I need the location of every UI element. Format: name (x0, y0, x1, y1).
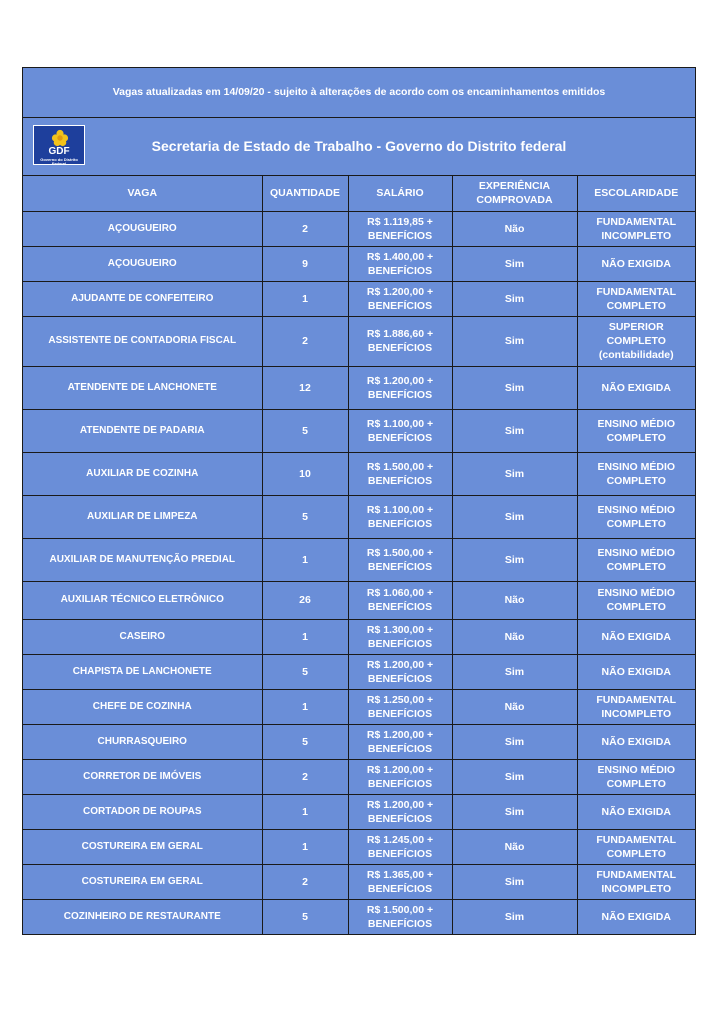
vaga-cell: ATENDENTE DE LANCHONETE (23, 366, 262, 409)
salario-line: BENEFÍCIOS (367, 431, 433, 444)
quantidade-cell: 2 (262, 211, 348, 246)
table-row (23, 619, 695, 654)
escolaridade-cell (577, 495, 695, 538)
escolaridade-cell (577, 724, 695, 759)
salario-cell (348, 211, 452, 246)
salario-cell (348, 794, 452, 829)
salario-line: BENEFÍCIOS (367, 560, 433, 573)
vaga-cell: ASSISTENTE DE CONTADORIA FISCAL (23, 316, 262, 366)
table-row (23, 366, 695, 409)
vaga-cell: CHEFE DE COZINHA (23, 689, 262, 724)
quantidade-cell: 2 (262, 759, 348, 794)
quantidade-cell: 12 (262, 366, 348, 409)
escolaridade-line: (contabilidade) (598, 349, 674, 361)
experiencia-cell: Sim (452, 794, 577, 829)
vaga-cell: AÇOUGUEIRO (23, 246, 262, 281)
salario-line: R$ 1.200,00 + (366, 285, 434, 298)
quantidade-cell: 5 (262, 409, 348, 452)
escolaridade-cell (577, 316, 695, 366)
experiencia-cell: Não (452, 689, 577, 724)
salario-cell (348, 654, 452, 689)
salario-cell (348, 581, 452, 619)
escolaridade-line: NÃO EXIGIDA (601, 805, 671, 818)
vaga-cell: AUXILIAR DE LIMPEZA (23, 495, 262, 538)
salario-line: BENEFÍCIOS (367, 637, 433, 650)
escolaridade-line: FUNDAMENTAL (596, 693, 677, 706)
experiencia-cell: Não (452, 581, 577, 619)
experiencia-cell: Sim (452, 366, 577, 409)
vaga-cell: CHURRASQUEIRO (23, 724, 262, 759)
salario-line: BENEFÍCIOS (367, 812, 433, 825)
salario-line: BENEFÍCIOS (367, 388, 433, 401)
salario-cell (348, 495, 452, 538)
escolaridade-cell (577, 538, 695, 581)
salario-line: R$ 1.500,00 + (366, 903, 434, 916)
logo-text: GDF (48, 146, 70, 157)
experiencia-cell: Não (452, 829, 577, 864)
salario-cell (348, 864, 452, 899)
salario-line: R$ 1.100,00 + (366, 417, 434, 430)
escolaridade-line: ENSINO MÉDIO (597, 587, 676, 599)
header-vaga: VAGA (23, 176, 262, 211)
vaga-cell: AUXILIAR TÉCNICO ELETRÔNICO (23, 581, 262, 619)
experiencia-cell: Não (452, 211, 577, 246)
quantidade-cell: 1 (262, 619, 348, 654)
escolaridade-line: ENSINO MÉDIO (597, 546, 676, 559)
vaga-cell: COSTUREIRA EM GERAL (23, 864, 262, 899)
escolaridade-line: FUNDAMENTAL (596, 215, 677, 228)
salario-cell (348, 724, 452, 759)
salario-line: BENEFÍCIOS (367, 264, 433, 277)
escolaridade-line: COMPLETO (606, 560, 666, 573)
experiencia-cell: Sim (452, 724, 577, 759)
vaga-cell: COZINHEIRO DE RESTAURANTE (23, 899, 262, 934)
vaga-cell: AÇOUGUEIRO (23, 211, 262, 246)
escolaridade-line: INCOMPLETO (601, 882, 672, 895)
page-title: Secretaria de Estado de Trabalho - Governo do Distrito federal (151, 138, 567, 154)
vaga-cell: CASEIRO (23, 619, 262, 654)
header-experiencia (452, 176, 577, 211)
vaga-cell: ATENDENTE DE PADARIA (23, 409, 262, 452)
escolaridade-line: NÃO EXIGIDA (601, 630, 671, 643)
escolaridade-line: COMPLETO (606, 299, 666, 312)
salario-cell (348, 316, 452, 366)
experiencia-cell: Sim (452, 246, 577, 281)
table-row (23, 246, 695, 281)
escolaridade-line: FUNDAMENTAL (596, 868, 677, 881)
table-row (23, 864, 695, 899)
escolaridade-cell (577, 864, 695, 899)
escolaridade-line: FUNDAMENTAL (596, 833, 677, 846)
quantidade-cell: 10 (262, 452, 348, 495)
vaga-cell: CHAPISTA DE LANCHONETE (23, 654, 262, 689)
escolaridade-cell (577, 281, 695, 316)
experiencia-cell: Sim (452, 316, 577, 366)
salario-line: BENEFÍCIOS (367, 847, 433, 860)
salario-line: R$ 1.200,00 + (366, 728, 434, 741)
quantidade-cell: 2 (262, 864, 348, 899)
escolaridade-line: COMPLETO (606, 431, 666, 444)
experiencia-cell: Sim (452, 452, 577, 495)
salario-line: BENEFÍCIOS (367, 601, 433, 613)
vaga-cell: CORTADOR DE ROUPAS (23, 794, 262, 829)
table-row (23, 211, 695, 246)
quantidade-cell: 1 (262, 794, 348, 829)
experiencia-cell: Sim (452, 281, 577, 316)
escolaridade-line: INCOMPLETO (601, 229, 672, 242)
salario-line: BENEFÍCIOS (367, 917, 433, 930)
escolaridade-cell (577, 452, 695, 495)
experiencia-cell: Sim (452, 538, 577, 581)
job-vacancies-sheet (22, 67, 696, 935)
escolaridade-cell (577, 409, 695, 452)
salario-line: BENEFÍCIOS (367, 777, 433, 790)
escolaridade-line: COMPLETO (606, 474, 666, 487)
salario-line: R$ 1.200,00 + (366, 374, 434, 387)
salario-line: R$ 1.200,00 + (366, 798, 434, 811)
salario-line: BENEFÍCIOS (367, 299, 433, 312)
salario-line: R$ 1.200,00 + (366, 763, 434, 776)
escolaridade-line: ENSINO MÉDIO (597, 763, 676, 776)
escolaridade-line: COMPLETO (606, 847, 666, 860)
header-experiencia-line2: COMPROVADA (476, 194, 553, 207)
salario-line: R$ 1.365,00 + (366, 868, 434, 881)
escolaridade-line: NÃO EXIGIDA (601, 910, 671, 923)
quantidade-cell: 1 (262, 829, 348, 864)
salario-line: BENEFÍCIOS (367, 342, 433, 354)
escolaridade-line: NÃO EXIGIDA (601, 735, 671, 748)
salario-line: BENEFÍCIOS (367, 229, 433, 242)
escolaridade-line: NÃO EXIGIDA (601, 381, 671, 394)
experiencia-cell: Sim (452, 899, 577, 934)
salario-cell (348, 619, 452, 654)
salario-line: BENEFÍCIOS (367, 672, 433, 685)
table-row (23, 452, 695, 495)
salario-line: R$ 1.060,00 + (366, 587, 434, 599)
salario-cell (348, 538, 452, 581)
experiencia-cell: Não (452, 619, 577, 654)
escolaridade-cell (577, 899, 695, 934)
header-experiencia-line1: EXPERIÊNCIA (478, 180, 551, 193)
salario-cell (348, 899, 452, 934)
salario-line: R$ 1.119,85 + (367, 215, 433, 228)
escolaridade-cell (577, 211, 695, 246)
vacancies-table (23, 176, 695, 934)
quantidade-cell: 1 (262, 538, 348, 581)
escolaridade-cell (577, 654, 695, 689)
salario-cell (348, 689, 452, 724)
salario-line: BENEFÍCIOS (367, 474, 433, 487)
salario-cell (348, 366, 452, 409)
salario-cell (348, 829, 452, 864)
table-header-row (23, 176, 695, 211)
table-row (23, 829, 695, 864)
salario-line: R$ 1.500,00 + (366, 546, 434, 559)
salario-cell (348, 281, 452, 316)
salario-cell (348, 759, 452, 794)
table-row (23, 759, 695, 794)
salario-line: R$ 1.100,00 + (366, 503, 434, 516)
salario-line: R$ 1.200,00 + (366, 658, 434, 671)
escolaridade-line: ENSINO MÉDIO (597, 503, 676, 516)
escolaridade-cell (577, 246, 695, 281)
quantidade-cell: 1 (262, 689, 348, 724)
escolaridade-line: COMPLETO (606, 601, 666, 613)
escolaridade-cell (577, 619, 695, 654)
escolaridade-line: ENSINO MÉDIO (597, 460, 676, 473)
escolaridade-line: NÃO EXIGIDA (601, 665, 671, 678)
salario-line: BENEFÍCIOS (367, 707, 433, 720)
escolaridade-line: COMPLETO (606, 517, 666, 530)
quantidade-cell: 1 (262, 281, 348, 316)
escolaridade-line: ENSINO MÉDIO (597, 417, 676, 430)
table-row (23, 281, 695, 316)
vaga-cell: CORRETOR DE IMÓVEIS (23, 759, 262, 794)
table-row (23, 654, 695, 689)
escolaridade-line: FUNDAMENTAL (596, 285, 677, 298)
quantidade-cell: 5 (262, 724, 348, 759)
escolaridade-cell (577, 829, 695, 864)
experiencia-cell: Sim (452, 495, 577, 538)
logo-subtext: Governo do Distrito Federal (40, 157, 78, 166)
table-row (23, 689, 695, 724)
table-row (23, 409, 695, 452)
escolaridade-cell (577, 759, 695, 794)
table-row (23, 724, 695, 759)
escolaridade-line: COMPLETO (606, 335, 666, 347)
experiencia-cell: Sim (452, 654, 577, 689)
escolaridade-cell (577, 689, 695, 724)
vaga-cell: AUXILIAR DE MANUTENÇÃO PREDIAL (23, 538, 262, 581)
header-escolaridade: ESCOLARIDADE (577, 176, 695, 211)
quantidade-cell: 26 (262, 581, 348, 619)
header-salario: SALÁRIO (348, 176, 452, 211)
experiencia-cell: Sim (452, 864, 577, 899)
salario-line: R$ 1.400,00 + (366, 250, 434, 263)
escolaridade-line: SUPERIOR (608, 321, 664, 333)
table-row (23, 538, 695, 581)
salario-line: BENEFÍCIOS (367, 882, 433, 895)
quantidade-cell: 9 (262, 246, 348, 281)
salario-line: R$ 1.250,00 + (366, 693, 434, 706)
salario-line: BENEFÍCIOS (367, 517, 433, 530)
salario-line: BENEFÍCIOS (367, 742, 433, 755)
experiencia-cell: Sim (452, 759, 577, 794)
vaga-cell: AJUDANTE DE CONFEITEIRO (23, 281, 262, 316)
vaga-cell: AUXILIAR DE COZINHA (23, 452, 262, 495)
escolaridade-line: COMPLETO (606, 777, 666, 790)
escolaridade-cell (577, 366, 695, 409)
vaga-cell: COSTUREIRA EM GERAL (23, 829, 262, 864)
escolaridade-line: NÃO EXIGIDA (601, 257, 671, 270)
table-row (23, 581, 695, 619)
salario-cell (348, 409, 452, 452)
quantidade-cell: 5 (262, 495, 348, 538)
salario-line: R$ 1.500,00 + (366, 460, 434, 473)
salario-cell (348, 452, 452, 495)
salario-cell (348, 246, 452, 281)
escolaridade-cell (577, 581, 695, 619)
update-notice: Vagas atualizadas em 14/09/20 - sujeito à alterações de acordo com os encaminhamentos emitidos (23, 68, 695, 118)
experiencia-cell: Sim (452, 409, 577, 452)
salario-line: R$ 1.300,00 + (366, 623, 434, 636)
header-quantidade: QUANTIDADE (262, 176, 348, 211)
table-row (23, 794, 695, 829)
table-row (23, 495, 695, 538)
quantidade-cell: 5 (262, 899, 348, 934)
quantidade-cell: 2 (262, 316, 348, 366)
salario-line: R$ 1.245,00 + (366, 833, 434, 846)
table-row (23, 316, 695, 366)
escolaridade-cell (577, 794, 695, 829)
table-row (23, 899, 695, 934)
quantidade-cell: 5 (262, 654, 348, 689)
salario-line: R$ 1.886,60 + (366, 328, 434, 340)
escolaridade-line: INCOMPLETO (601, 707, 672, 720)
header-banner (23, 118, 695, 176)
